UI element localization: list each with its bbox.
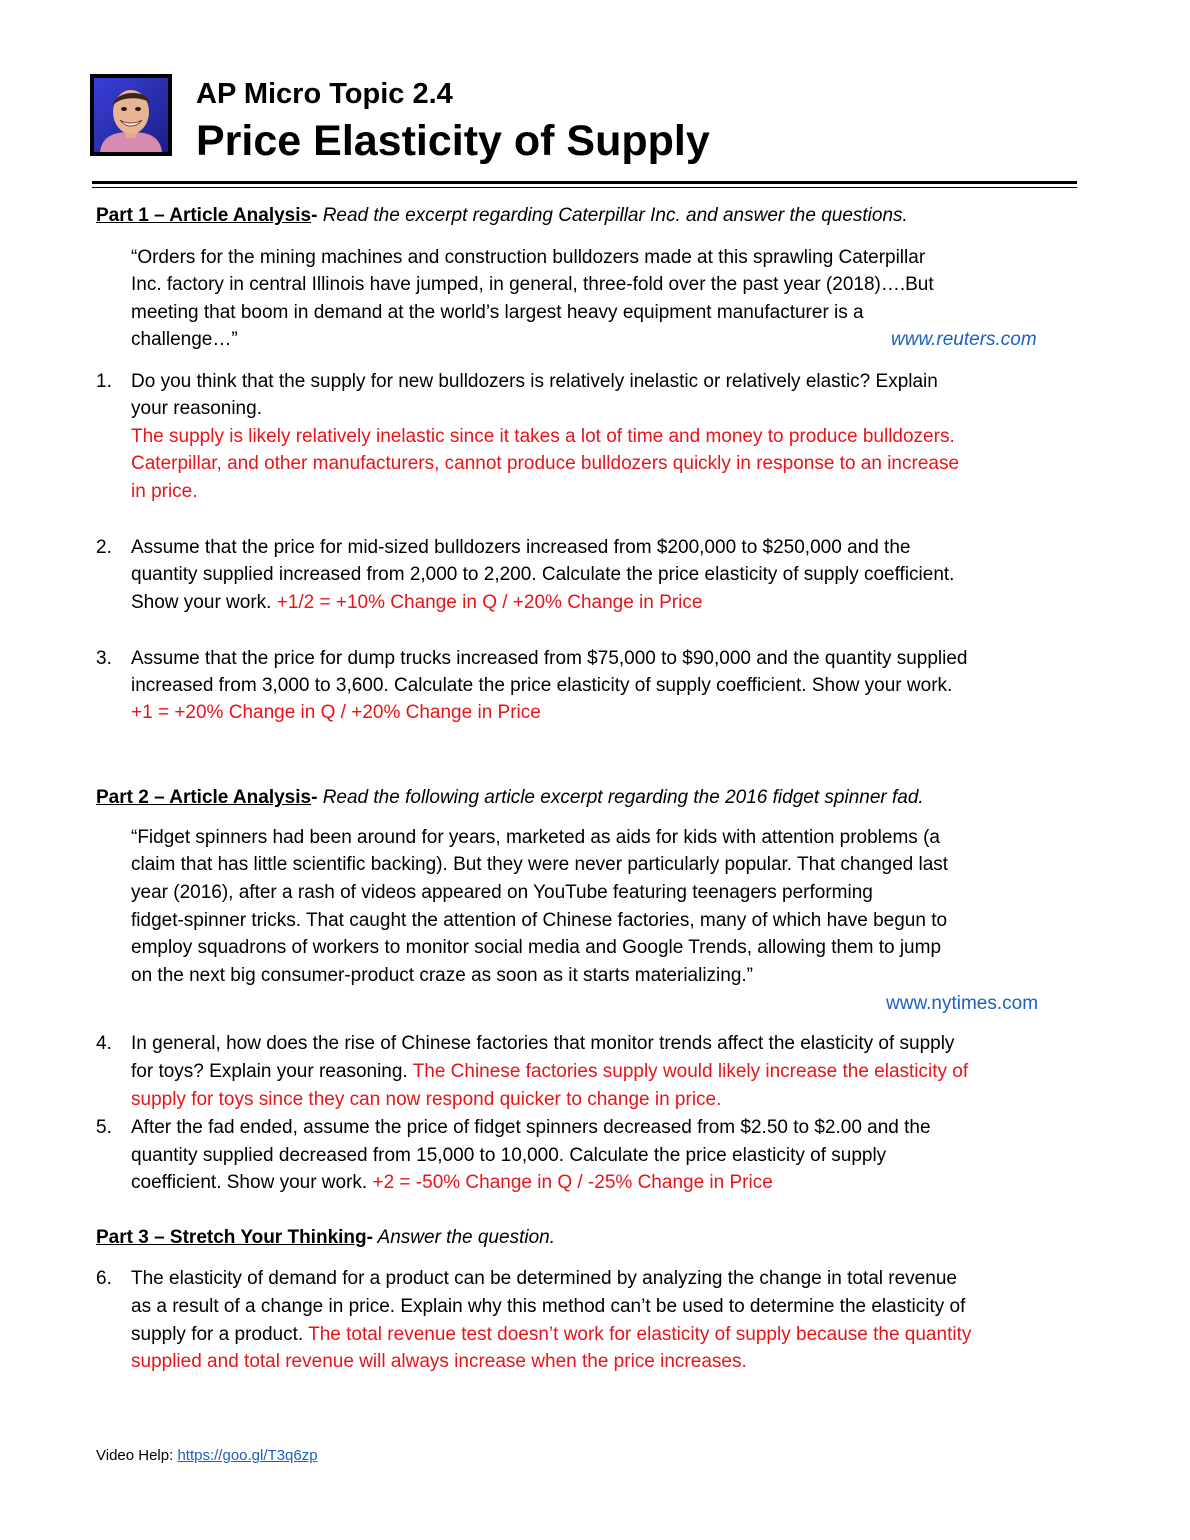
- q4-text-line: In general, how does the rise of Chinese factories that monitor trends affect the elasticity of supply: [131, 1033, 955, 1054]
- part2-quote-line: fidget-spinner tricks. That caught the attention of Chinese factories, many of which have begun to: [131, 910, 948, 931]
- part3-dash: -: [366, 1227, 373, 1248]
- q6-mixed-line: [131, 1324, 971, 1346]
- q3-text-line: Assume that the price for dump trucks increased from $75,000 to $90,000 and the quantity supplied: [131, 648, 968, 669]
- part1-source-link[interactable]: www.reuters.com: [891, 329, 1037, 350]
- part1-quote-line: challenge…”: [131, 329, 238, 350]
- q3-number: 3.: [96, 648, 112, 669]
- q2-last-line: [131, 592, 702, 614]
- part2-heading: [96, 787, 924, 809]
- footer: [96, 1447, 318, 1464]
- author-portrait-image: [94, 78, 168, 152]
- part2-quote-line: on the next big consumer-product craze as soon as it starts materializing.”: [131, 965, 754, 986]
- part1-heading: [96, 205, 908, 227]
- part1-instruction: Read the excerpt regarding Caterpillar Inc. and answer the questions.: [317, 205, 908, 226]
- q4-answer-line: supply for toys since they can now respond quicker to change in price.: [131, 1089, 722, 1110]
- q1-text-line: your reasoning.: [131, 398, 262, 419]
- q1-answer-line: The supply is likely relatively inelastic since it takes a lot of time and money to produce bulldozers.: [131, 426, 955, 447]
- part2-dash: -: [311, 787, 318, 808]
- page-title: Price Elasticity of Supply: [196, 117, 710, 165]
- part2-instruction: Read the following article excerpt regarding the 2016 fidget spinner fad.: [317, 787, 924, 808]
- part3-instruction: Answer the question.: [372, 1227, 555, 1248]
- q4-number: 4.: [96, 1033, 112, 1054]
- page-kicker: AP Micro Topic 2.4: [196, 78, 453, 110]
- q1-answer-line: in price.: [131, 481, 198, 502]
- q5-text-line: After the fad ended, assume the price of fidget spinners decreased from $2.50 to $2.00 and the: [131, 1117, 931, 1138]
- q6-text-line: The elasticity of demand for a product can be determined by analyzing the change in total revenue: [131, 1268, 957, 1289]
- q1-text-line: Do you think that the supply for new bulldozers is relatively inelastic or relatively elastic? Explain: [131, 371, 938, 392]
- q2-answer: +1/2 = +10% Change in Q / +20% Change in Price: [276, 592, 703, 613]
- q5-number: 5.: [96, 1117, 112, 1138]
- part2-quote-line: employ squadrons of workers to monitor social media and Google Trends, allowing them to jump: [131, 937, 942, 958]
- q4-answer: The Chinese factories supply would likely increase the elasticity of: [412, 1061, 969, 1082]
- part1-quote-line: “Orders for the mining machines and construction bulldozers made at this sprawling Caterpillar: [131, 247, 926, 268]
- q5-answer: +2 = -50% Change in Q / -25% Change in Price: [372, 1172, 773, 1193]
- q4-text-line: for toys? Explain your reasoning.: [131, 1061, 413, 1082]
- header-divider-thin: [92, 187, 1077, 188]
- part1-quote-line: Inc. factory in central Illinois have jumped, in general, three-fold over the past year (2018)….But: [131, 274, 934, 295]
- q6-text-line: supply for a product.: [131, 1324, 309, 1345]
- q6-number: 6.: [96, 1268, 112, 1289]
- q2-text-line: Show your work.: [131, 592, 277, 613]
- part3-label: Part 3 – Stretch Your Thinking: [96, 1227, 367, 1248]
- part3-heading: [96, 1227, 555, 1249]
- q5-text-line: coefficient. Show your work.: [131, 1172, 373, 1193]
- q6-text-line: as a result of a change in price. Explain why this method can’t be used to determine the elasticity of: [131, 1296, 966, 1317]
- q5-text-line: quantity supplied decreased from 15,000 to 10,000. Calculate the price elasticity of supply: [131, 1145, 887, 1166]
- q2-number: 2.: [96, 537, 112, 558]
- part2-label: Part 2 – Article Analysis: [96, 787, 312, 808]
- part2-quote-line: “Fidget spinners had been around for years, marketed as aids for kids with attention problems (a: [131, 827, 940, 848]
- video-help-link[interactable]: https://goo.gl/T3q6zp: [177, 1447, 318, 1464]
- q2-text-line: Assume that the price for mid-sized bulldozers increased from $200,000 to $250,000 and the: [131, 537, 911, 558]
- footer-label: Video Help:: [96, 1447, 178, 1464]
- q1-number: 1.: [96, 371, 112, 392]
- q1-answer-line: Caterpillar, and other manufacturers, cannot produce bulldozers quickly in response to an increase: [131, 453, 960, 474]
- q2-text-line: quantity supplied increased from 2,000 to 2,200. Calculate the price elasticity of supply coefficient.: [131, 564, 955, 585]
- part2-quote-line: claim that has little scientific backing). But they were never particularly popular. That changed last: [131, 854, 949, 875]
- q6-answer-line: supplied and total revenue will always increase when the price increases.: [131, 1351, 747, 1372]
- part1-dash: -: [311, 205, 318, 226]
- q6-answer: The total revenue test doesn’t work for elasticity of supply because the quantity: [308, 1324, 972, 1345]
- q4-mixed-line: [131, 1061, 968, 1083]
- q3-answer: +1 = +20% Change in Q / +20% Change in Price: [131, 702, 541, 723]
- q5-last-line: [131, 1172, 773, 1194]
- part2-quote-line: year (2016), after a rash of videos appeared on YouTube featuring teenagers performing: [131, 882, 873, 903]
- part1-label: Part 1 – Article Analysis: [96, 205, 312, 226]
- q3-text-line: increased from 3,000 to 3,600. Calculate the price elasticity of supply coefficient. Show your work.: [131, 675, 953, 696]
- part1-quote-line: meeting that boom in demand at the world’s largest heavy equipment manufacturer is a: [131, 302, 864, 323]
- author-avatar: [90, 74, 172, 156]
- header-divider-thick: [92, 181, 1077, 184]
- part2-source-link[interactable]: www.nytimes.com: [886, 993, 1039, 1014]
